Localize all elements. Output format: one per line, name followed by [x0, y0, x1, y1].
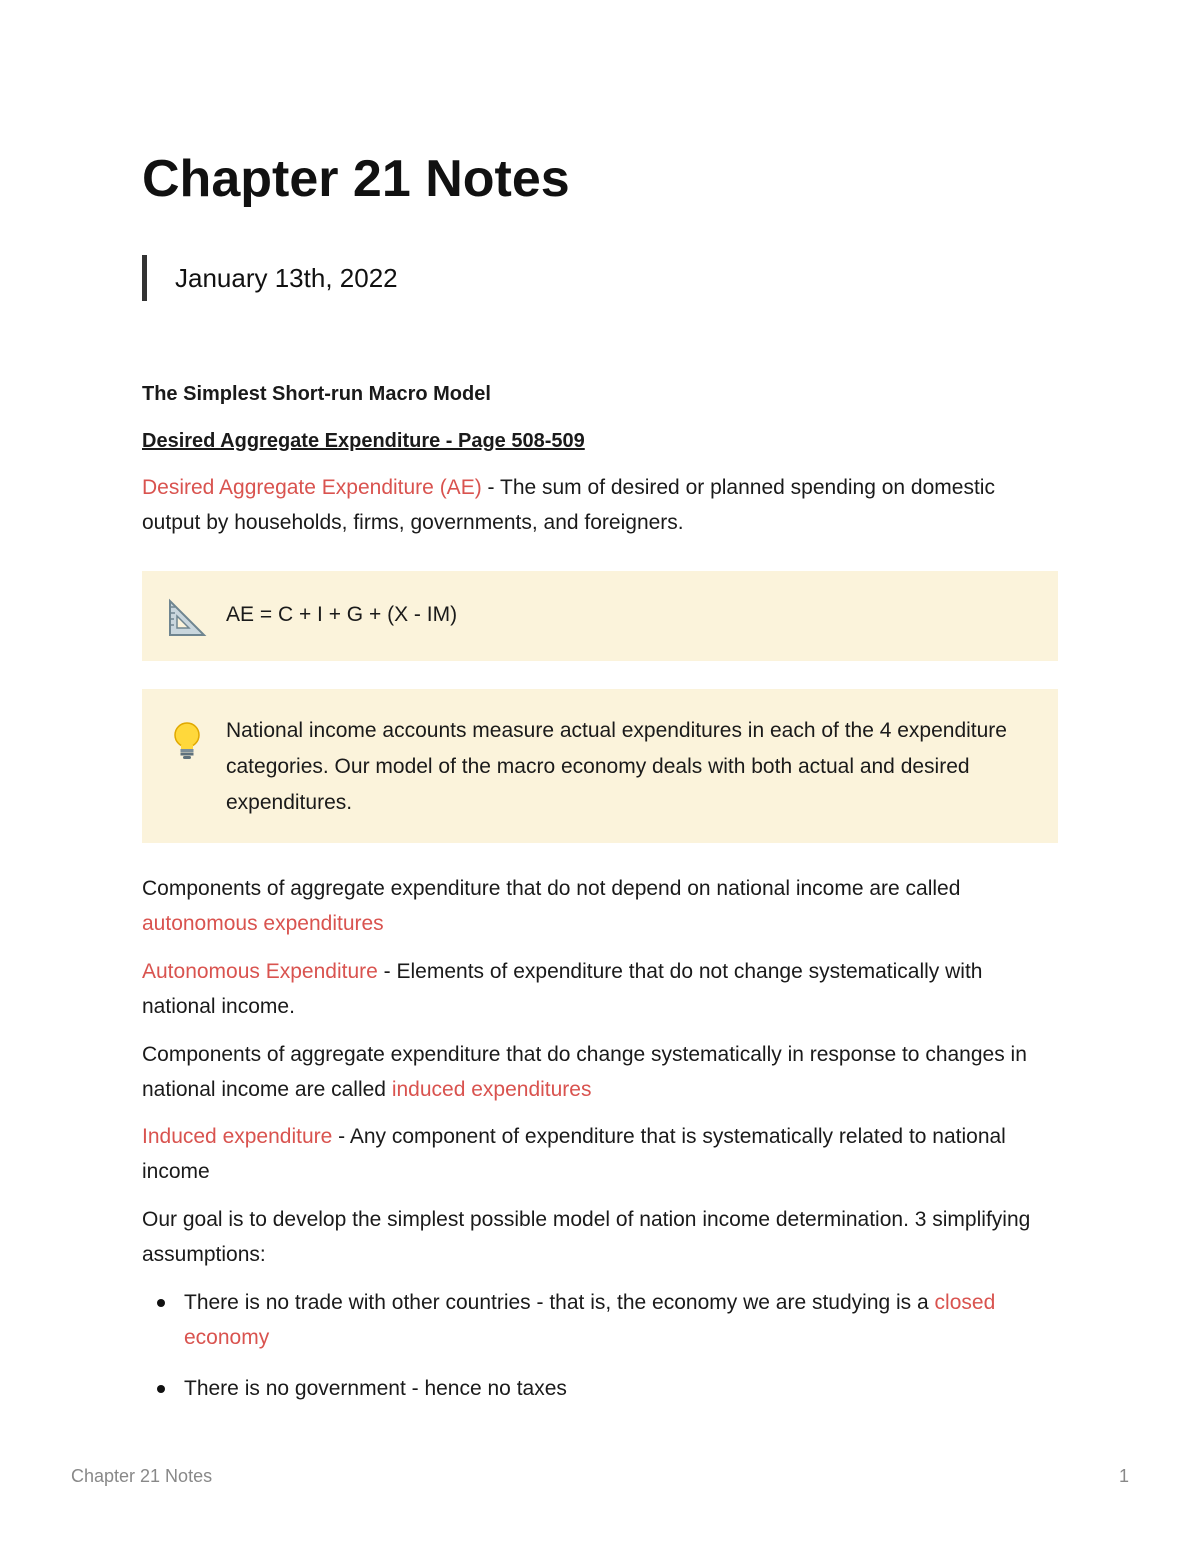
definition-induced-text: - Any component of expenditure that is systematically related to national income [142, 1125, 1006, 1183]
footer-doc-title: Chapter 21 Notes [71, 1466, 213, 1486]
bullet-icon [157, 1385, 165, 1393]
page-title: Chapter 21 Notes [142, 150, 570, 208]
assumptions-list [142, 1285, 1058, 1422]
term-closed-economy: closed economy [184, 1291, 996, 1349]
para-goal: Our goal is to develop the simplest possible model of nation income determination. 3 simplifying assumptions: [142, 1208, 1031, 1266]
subsection-heading: Desired Aggregate Expenditure - Page 508-509 [142, 430, 585, 452]
formula-callout [142, 571, 1058, 661]
term-autonomous-expenditures: autonomous expenditures [142, 912, 384, 935]
para-autonomous-intro-text: Components of aggregate expenditure that do not depend on national income are called [142, 877, 961, 900]
definition-ae [142, 470, 1058, 540]
triangular-ruler-icon [166, 597, 208, 639]
term-induced-expenditures: induced expenditures [391, 1078, 592, 1101]
term-autonomous-expenditure: Autonomous Expenditure [142, 960, 378, 983]
note-callout [142, 689, 1058, 843]
note-text: National income accounts measure actual expenditures in each of the 4 expenditure categories. Our model of the macro economy deals with both actual and desired expenditures. [226, 719, 1007, 814]
section-heading: The Simplest Short-run Macro Model [142, 383, 491, 405]
para-autonomous-intro [142, 871, 1058, 941]
assumption-text: There is no trade with other countries - that is, the economy we are studying is a [184, 1291, 935, 1314]
bullet-icon [157, 1299, 165, 1307]
para-induced-intro-text: Components of aggregate expenditure that do change systematically in response to changes in national income are called [142, 1043, 1027, 1101]
footer-page-number: 1 [1118, 1466, 1129, 1486]
definition-autonomous-text: - Elements of expenditure that do not change systematically with national income. [142, 960, 983, 1018]
date-quote: January 13th, 2022 [142, 255, 398, 301]
assumption-text: There is no government - hence no taxes [184, 1377, 567, 1400]
list-item [142, 1371, 1058, 1406]
term-induced-expenditure: Induced expenditure [142, 1125, 333, 1148]
definition-induced [142, 1119, 1058, 1189]
para-induced-intro [142, 1037, 1058, 1107]
term-ae: Desired Aggregate Expenditure (AE) [142, 476, 482, 499]
list-item [142, 1285, 1058, 1355]
formula-text: AE = C + I + G + (X - IM) [226, 603, 458, 626]
definition-ae-text: - The sum of desired or planned spending on domestic output by households, firms, governments, and foreigners. [142, 476, 995, 534]
definition-autonomous [142, 954, 1058, 1024]
lightbulb-icon [166, 719, 208, 761]
